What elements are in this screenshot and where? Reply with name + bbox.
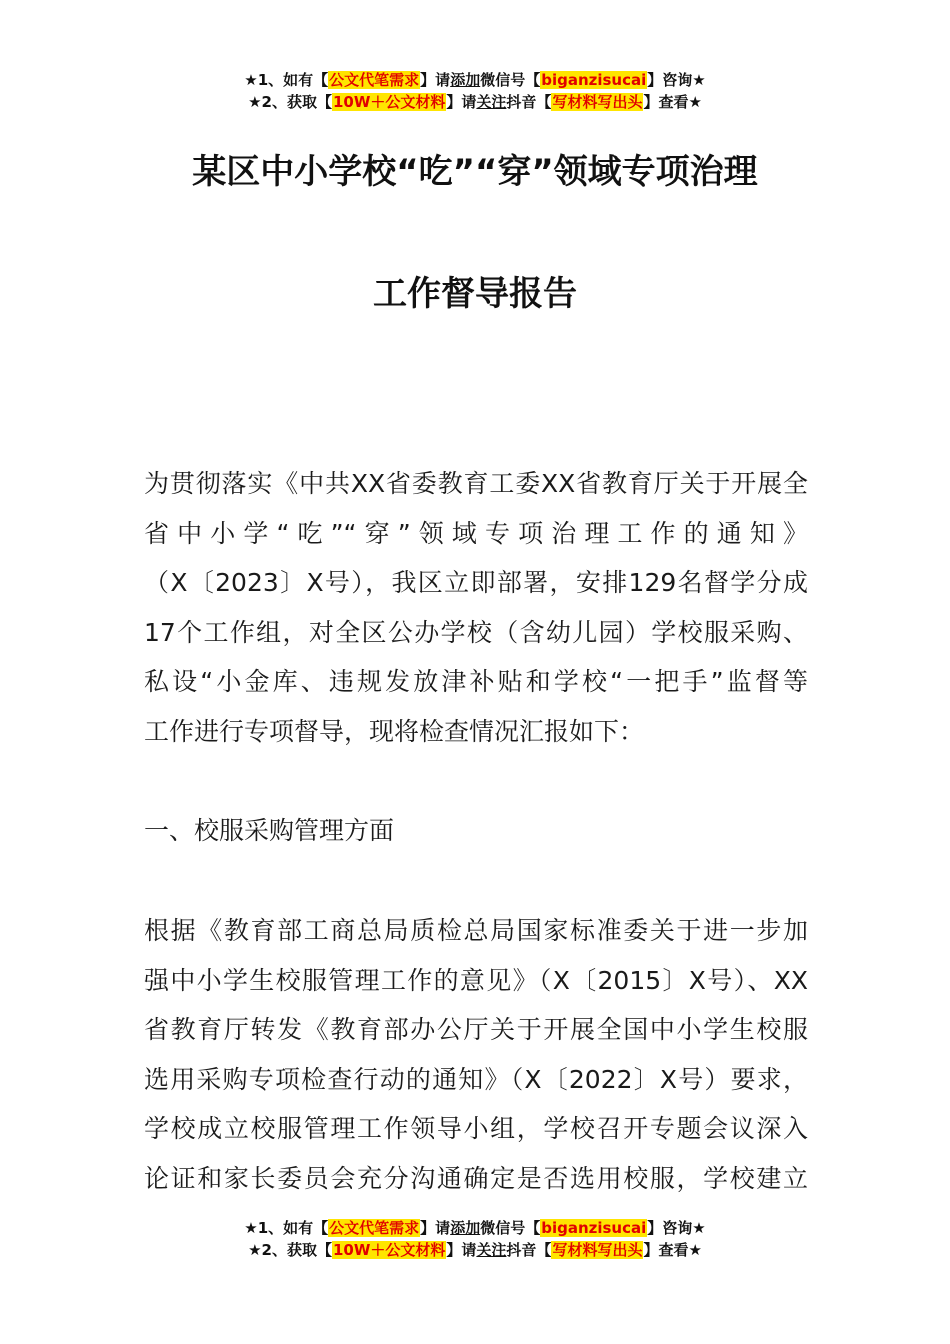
banner-text: ★2、获取【 (248, 1241, 332, 1259)
banner-text: 】请 (420, 71, 451, 89)
banner-text: 抖音【 (506, 93, 552, 111)
banner-text: 】请 (446, 1241, 477, 1259)
banner-highlight: 10W＋公文材料 (332, 93, 446, 111)
text-line: 学校成立校服管理工作领导小组，学校召开专题会议深入 (144, 1114, 808, 1143)
banner-text: ★1、如有【 (244, 1219, 329, 1237)
banner-text: 】请 (420, 1219, 451, 1237)
banner-text: ★1、如有【 (244, 71, 329, 89)
text-line: 省教育厅转发《教育部办公厅关于开展全国中小学生校服 (144, 1015, 808, 1044)
banner-line-2 (0, 91, 950, 113)
banner-highlight: 公文代笔需求 (329, 71, 420, 89)
banner-text: 微信号【 (480, 71, 541, 89)
text-line: 论证和家长委员会充分沟通确定是否选用校服，学校建立 (144, 1163, 808, 1193)
banner-highlight: 写材料写出头 (552, 93, 643, 111)
paragraph-intro (144, 459, 808, 756)
text-line: 省中小学“吃”“穿”领域专项治理工作的通知》 (144, 518, 808, 548)
banner-text: 】咨询★ (647, 71, 706, 89)
banner-highlight: 10W＋公文材料 (332, 1241, 446, 1259)
top-banner (0, 69, 950, 113)
banner-underline: 关注 (476, 1241, 507, 1259)
banner-underline: 添加 (450, 71, 481, 89)
banner-line-2 (0, 1239, 950, 1261)
text-line: 私设“小金库、违规发放津补贴和学校“一把手”监督等 (144, 667, 808, 696)
banner-text: 】查看★ (643, 1241, 702, 1259)
banner-text: 】查看★ (643, 93, 702, 111)
text-line: 为贯彻落实《中共XX省委教育工委XX省教育厅关于开展全 (144, 469, 808, 498)
document-title-line-2: 工作督导报告 (373, 274, 577, 314)
banner-text: 】咨询★ (647, 1219, 706, 1237)
banner-highlight: 写材料写出头 (552, 1241, 643, 1259)
text-line: 选用采购专项检查行动的通知》（X〔2022〕X号）要求， (144, 1064, 808, 1094)
text-line: 17个工作组，对全区公办学校（含幼儿园）学校服采购、 (144, 617, 808, 647)
document-title-line-1: 某区中小学校“吃”“穿”领域专项治理 (192, 152, 758, 192)
text-line: 工作进行专项督导，现将检查情况汇报如下： (144, 716, 645, 746)
banner-highlight: 公文代笔需求 (329, 1219, 420, 1237)
text-line: 强中小学生校服管理工作的意见》（X〔2015〕X号）、XX (144, 965, 808, 995)
paragraph-uniform (144, 906, 808, 1203)
bottom-banner (0, 1217, 950, 1261)
banner-text: ★2、获取【 (248, 93, 332, 111)
banner-highlight: biganzisucai (541, 1219, 647, 1237)
banner-underline: 添加 (450, 1219, 481, 1237)
banner-underline: 关注 (476, 93, 507, 111)
section-heading: 一、校服采购管理方面 (144, 816, 395, 845)
text-line: 根据《教育部工商总局质检总局国家标准委关于进一步加 (144, 916, 808, 945)
banner-text: 微信号【 (480, 1219, 541, 1237)
banner-text: 抖音【 (506, 1241, 552, 1259)
banner-line-1 (0, 1217, 950, 1239)
banner-text: 】请 (446, 93, 477, 111)
banner-highlight: biganzisucai (541, 71, 647, 89)
banner-line-1 (0, 69, 950, 91)
text-line: （X〔2023〕X号），我区立即部署，安排129名督学分成 (144, 568, 808, 597)
